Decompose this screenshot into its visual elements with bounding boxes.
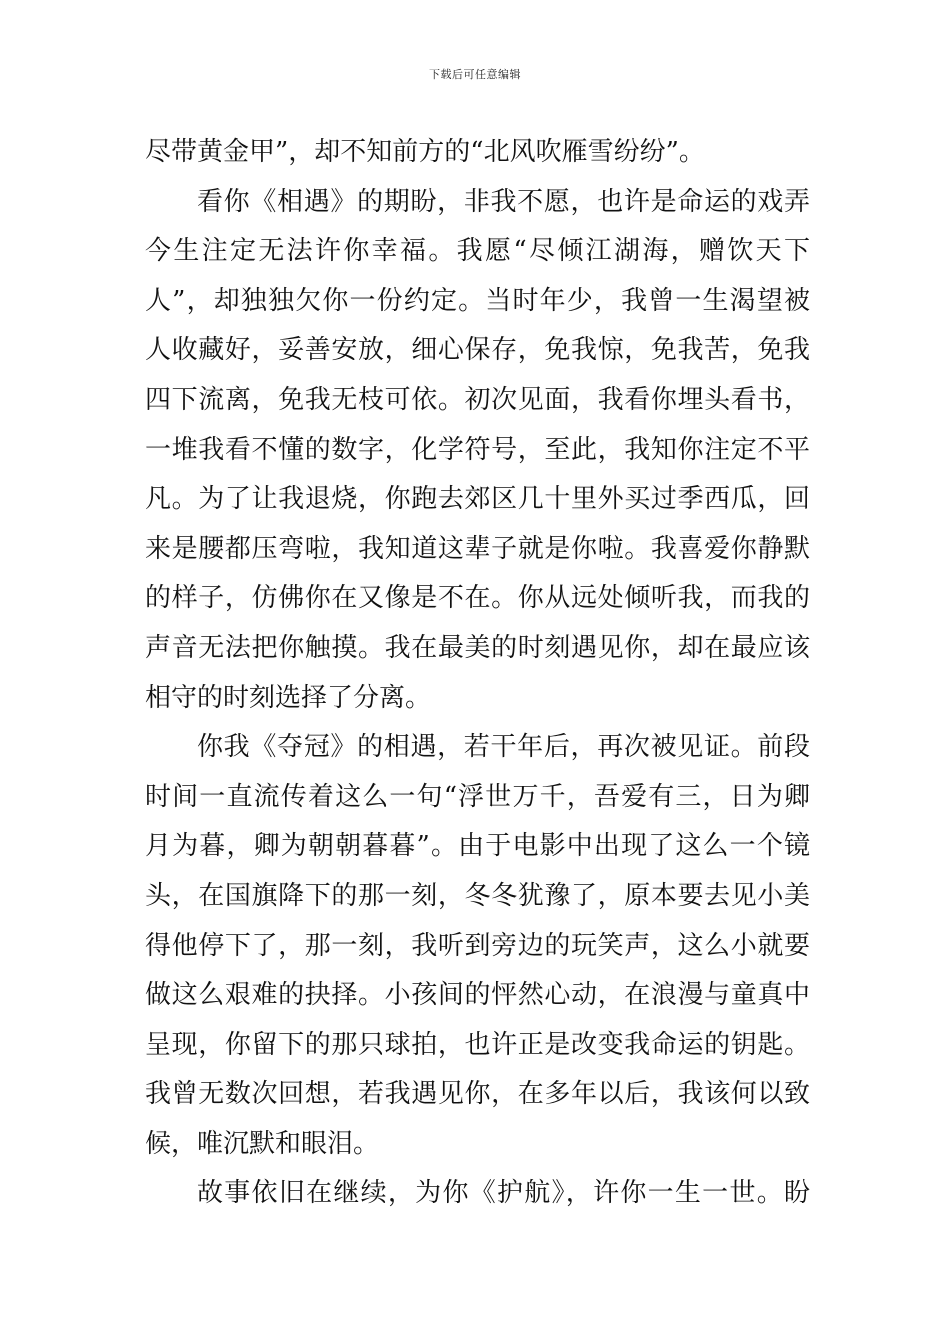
text-line: 我曾无数次回想，若我遇见你，在多年以后，我该何以致 [145, 1079, 811, 1110]
text-line: 做这么艰难的抉择。小孩间的怦然心动，在浪漫与童真中 [145, 980, 811, 1011]
text-line: 人”，却独独欠你一份约定。当时年少，我曾一生渴望被 [145, 285, 812, 316]
text-line: 今生注定无法许你幸福。我愿“尽倾江湖海，赠饮天下 [145, 236, 813, 267]
page-header: 下载后可任意编辑 [429, 68, 521, 81]
text-line: 四下流离，免我无枝可依。初次见面，我看你埋头看书， [145, 384, 811, 415]
text-line: 相守的时刻选择了分离。 [145, 682, 432, 713]
text-line: 尽带黄金甲”，却不知前方的“北风吹雁雪纷纷”。 [145, 137, 705, 167]
text-line: 呈现，你留下的那只球拍，也许正是改变我命运的钥匙。 [145, 1029, 811, 1060]
text-line: 一堆我看不懂的数字，化学符号，至此，我知你注定不平 [145, 434, 811, 465]
text-line: 的样子，仿佛你在又像是不在。你从远处倾听我，而我的 [145, 583, 811, 614]
text-line: 月为暮，卿为朝朝暮暮”。由于电影中出现了这么一个镜 [145, 831, 812, 862]
text-line: 头，在国旗降下的那一刻，冬冬犹豫了，原本要去见小美 [145, 880, 811, 911]
text-line: 你我《夺冠》的相遇，若干年后，再次被见证。前段 [197, 732, 811, 763]
text-line: 得他停下了，那一刻，我听到旁边的玩笑声，这么小就要 [145, 930, 811, 961]
body-text [145, 128, 813, 1219]
text-line: 候，唯沉默和眼泪。 [145, 1128, 380, 1159]
text-line: 时间一直流传着这么一句“浮世万千，吾爱有三，日为卿 [145, 781, 812, 812]
text-line: 人收藏好，妥善安放，细心保存，免我惊，免我苦，免我 [145, 335, 811, 366]
text-line: 声音无法把你触摸。我在最美的时刻遇见你，却在最应该 [145, 632, 811, 663]
text-line: 故事依旧在继续，为你《护航》，许你一生一世。盼 [197, 1178, 812, 1209]
text-line: 看你《相遇》的期盼，非我不愿，也许是命运的戏弄 [197, 186, 811, 217]
text-line: 来是腰都压弯啦，我知道这辈子就是你啦。我喜爱你静默 [145, 533, 811, 564]
text-line: 凡。为了让我退烧，你跑去郊区几十里外买过季西瓜，回 [145, 484, 811, 515]
